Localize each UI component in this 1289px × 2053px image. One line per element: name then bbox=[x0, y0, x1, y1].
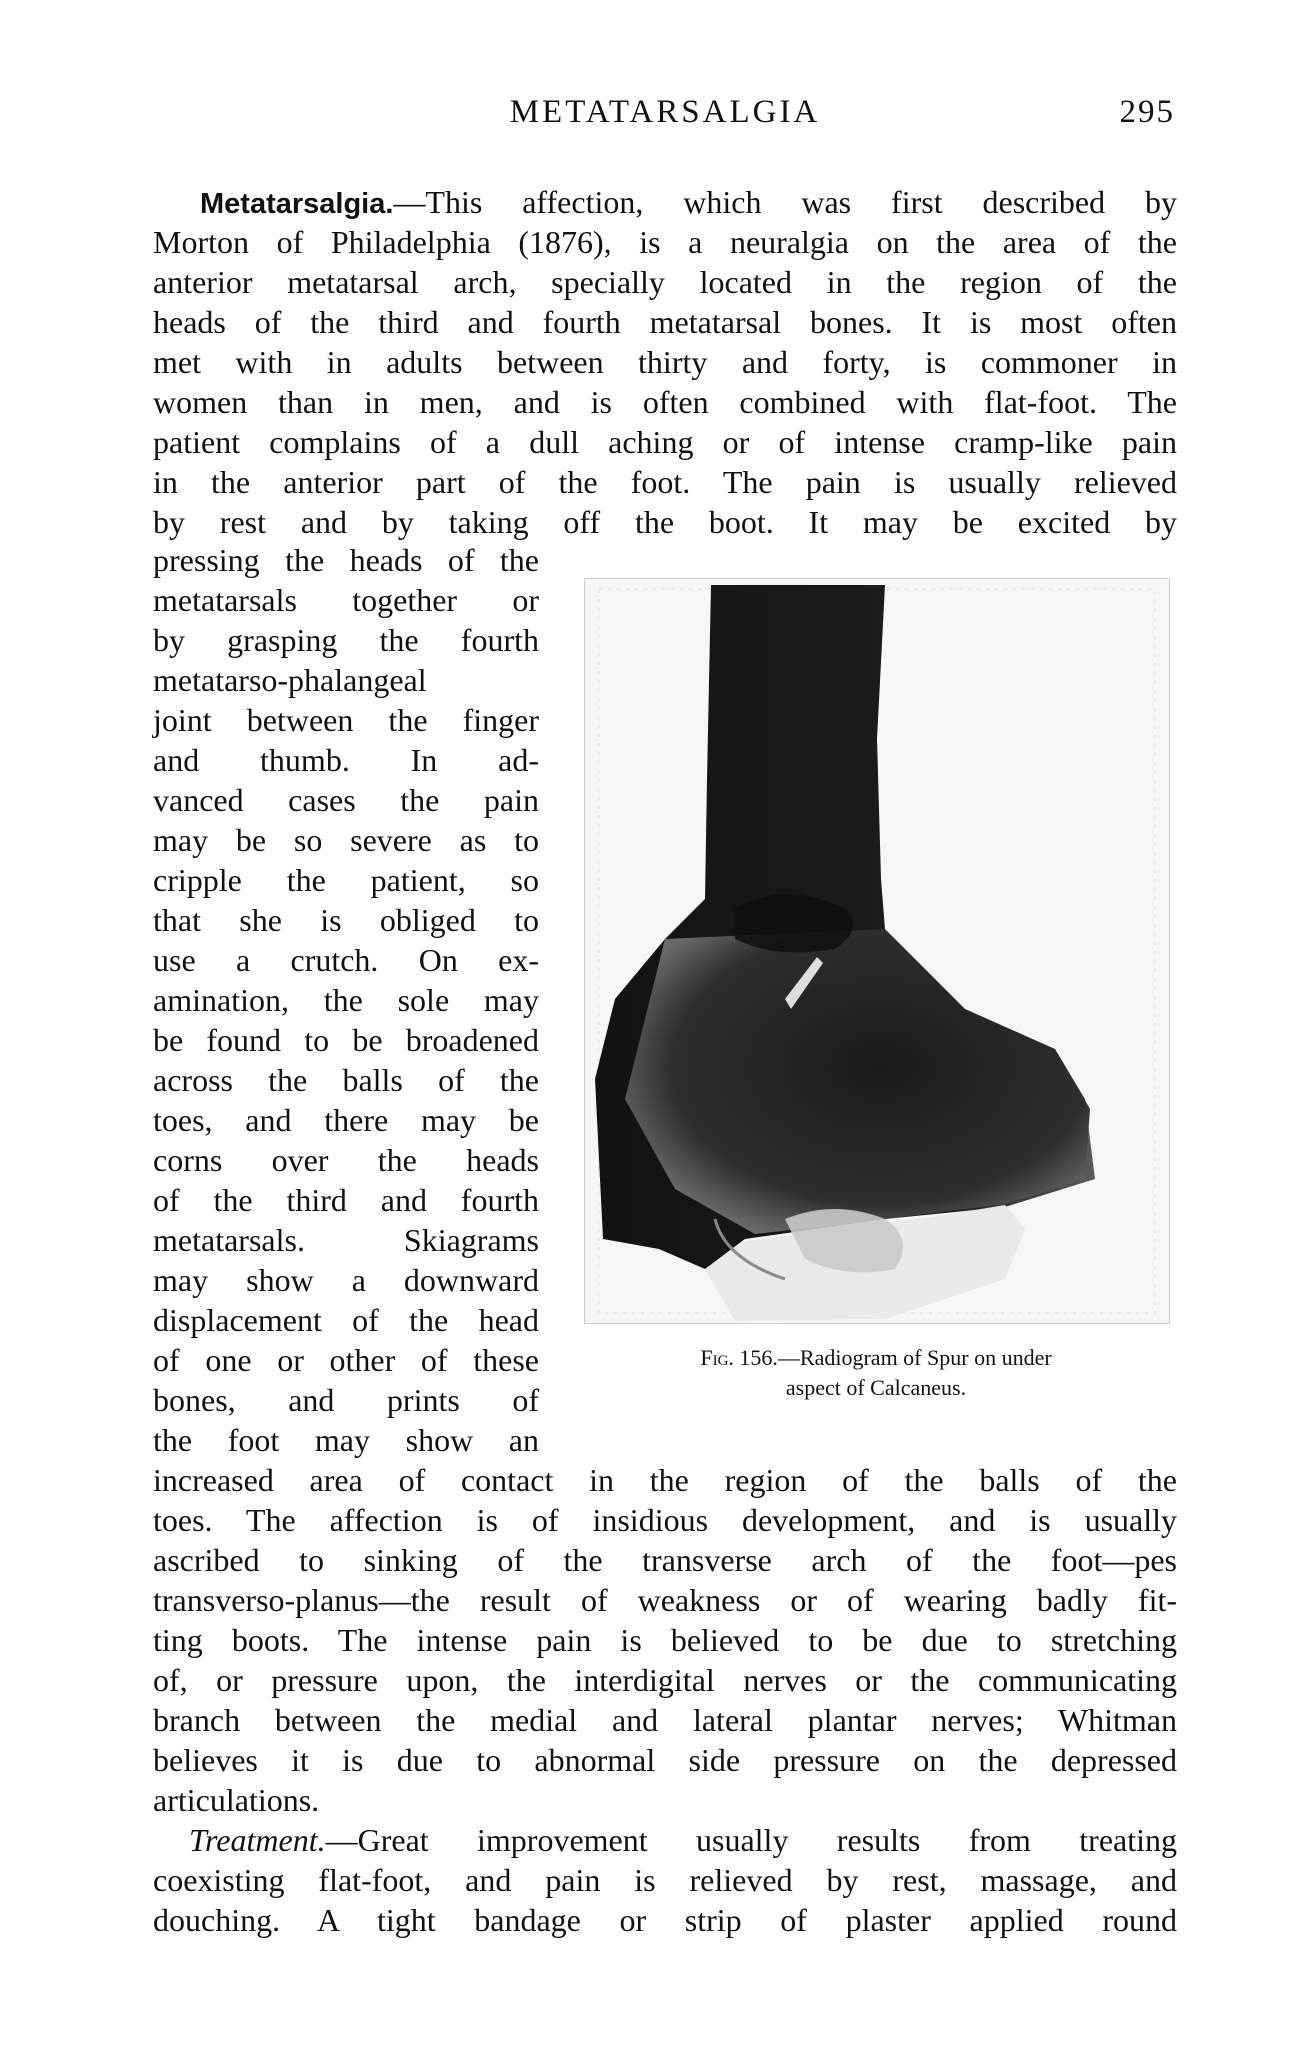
text-line: displacement of the head bbox=[153, 1302, 539, 1338]
text-line: metatarsals. Skiagrams bbox=[153, 1222, 539, 1258]
text-line: by grasping the fourth bbox=[153, 622, 539, 658]
page-header bbox=[153, 88, 1177, 138]
text-line: anterior metatarsal arch, specially located in the region of the bbox=[153, 264, 1177, 300]
text-line: toes. The affection is of insidious development, and is usually bbox=[153, 1502, 1177, 1538]
text-line: of one or other of these bbox=[153, 1342, 539, 1378]
radiogram-figure bbox=[584, 578, 1170, 1324]
text-line: joint between the finger bbox=[153, 702, 539, 738]
text-line: transverso-planus—the result of weakness or of wearing badly fit- bbox=[153, 1582, 1177, 1618]
text-fragment: —Great improvement usually results from treating bbox=[325, 1822, 1177, 1858]
paragraph-intro bbox=[153, 182, 1177, 542]
text-line: of the third and fourth bbox=[153, 1182, 539, 1218]
radiogram-image bbox=[585, 579, 1169, 1323]
text-line: douching. A tight bandage or strip of plaster applied round bbox=[153, 1902, 1177, 1938]
text-line: in the anterior part of the foot. The pain is usually relieved bbox=[153, 464, 1177, 500]
text-line bbox=[153, 182, 1177, 222]
text-line: articulations. bbox=[153, 1782, 320, 1818]
text-line: metatarsals together or bbox=[153, 582, 539, 618]
text-line: met with in adults between thirty and forty, is commoner in bbox=[153, 344, 1177, 380]
caption-text: —Radiogram of Spur on under bbox=[777, 1345, 1052, 1370]
text-line: patient complains of a dull aching or of intense cramp-like pain bbox=[153, 424, 1177, 460]
text-line: branch between the medial and lateral plantar nerves; Whitman bbox=[153, 1702, 1177, 1738]
page-number: 295 bbox=[1119, 94, 1175, 130]
text-line: metatarso-phalangeal bbox=[153, 662, 427, 698]
text-line: use a crutch. On ex- bbox=[153, 942, 539, 978]
text-line: of, or pressure upon, the interdigital nerves or the communicating bbox=[153, 1662, 1177, 1698]
text-line: be found to be broadened bbox=[153, 1022, 539, 1058]
figure-label: Fig. 156. bbox=[700, 1345, 778, 1370]
text-line: ascribed to sinking of the transverse arch of the foot—pes bbox=[153, 1542, 1177, 1578]
text-line: amination, the sole may bbox=[153, 982, 539, 1018]
text-line: that she is obliged to bbox=[153, 902, 539, 938]
caption-text: aspect of Calcaneus. bbox=[785, 1375, 967, 1400]
text-line: by rest and by taking off the boot. It may be excited by bbox=[153, 504, 1177, 540]
text-line: coexisting flat-foot, and pain is relieved by rest, massage, and bbox=[153, 1862, 1177, 1898]
wrapped-text-column bbox=[153, 540, 539, 1460]
text-line: ting boots. The intense pain is believed to be due to stretching bbox=[153, 1622, 1177, 1658]
text-line: toes, and there may be bbox=[153, 1102, 539, 1138]
text-line: across the balls of the bbox=[153, 1062, 539, 1098]
text-line: believes it is due to abnormal side pressure on the depressed bbox=[153, 1742, 1177, 1778]
text-fragment: —This affection, which was first described by bbox=[393, 184, 1177, 220]
text-line: heads of the third and fourth metatarsal bones. It is most often bbox=[153, 304, 1177, 340]
text-line bbox=[153, 1820, 1177, 1860]
text-line: Morton of Philadelphia (1876), is a neuralgia on the area of the bbox=[153, 224, 1177, 260]
text-line: increased area of contact in the region of the balls of the bbox=[153, 1462, 1177, 1498]
run-in-heading: Treatment. bbox=[189, 1822, 326, 1858]
text-line: corns over the heads bbox=[153, 1142, 539, 1178]
text-line: may show a downward bbox=[153, 1262, 539, 1298]
text-line: may be so severe as to bbox=[153, 822, 539, 858]
text-line: and thumb. In ad- bbox=[153, 742, 539, 778]
text-line: pressing the heads of the bbox=[153, 542, 539, 578]
text-line: the foot may show an bbox=[153, 1422, 539, 1458]
paragraph-continuation bbox=[153, 1460, 1177, 1940]
run-in-heading: Metatarsalgia. bbox=[200, 188, 394, 220]
text-line: cripple the patient, so bbox=[153, 862, 539, 898]
text-line: bones, and prints of bbox=[153, 1382, 539, 1418]
text-line: women than in men, and is often combined with flat-foot. The bbox=[153, 384, 1177, 420]
figure-caption bbox=[584, 1343, 1168, 1403]
text-line: vanced cases the pain bbox=[153, 782, 539, 818]
running-title: METATARSALGIA bbox=[509, 94, 821, 130]
